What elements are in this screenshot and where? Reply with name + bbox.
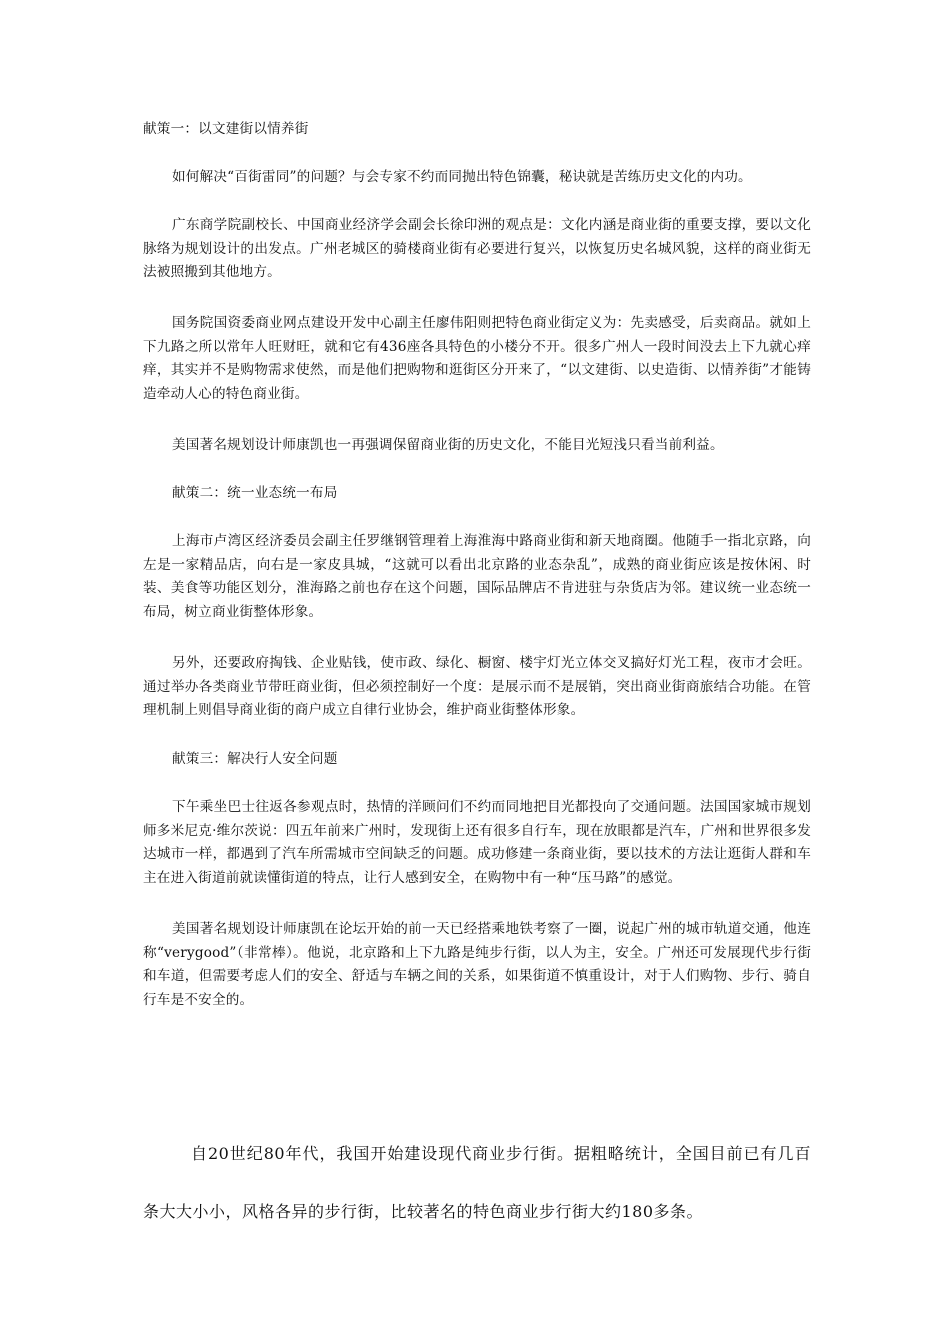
section-3-paragraph-2: 美国著名规划设计师康凯在论坛开始的前一天已经搭乘地铁考察了一圈，说起广州的城市轨道交通，他连称“verygood”（非常棒）。他说，北京路和上下九路是纯步行街，以人为主，安全。广州还可发展现代步行街和车道，但需要考虑人们的安全、舒适与车辆之间的关系，如果街道不慎重设计，对于人们购物、步行、骑自行车是不安全的。 — [143, 921, 811, 1008]
section-3-paragraph-1: 下午乘坐巴士往返各参观点时，热情的洋顾问们不约而同地把目光都投向了交通问题。法国国家城市规划师多米尼克·维尔茨说：四五年前来广州时，发现街上还有很多自行车，现在放眼都是汽车，广州和世界很多发达城市一样，都遇到了汽车所需城市空间缺乏的问题。成功修建一条商业街，要以技术的方法让逛街人群和车主在进入街道前就读懂街道的特点，让行人感到安全，在购物中有一种“压马路”的感觉。 — [143, 799, 811, 886]
section-1-paragraph-2: 广东商学院副校长、中国商业经济学会副会长徐印洲的观点是：文化内涵是商业街的重要支撑，要以文化脉络为规划设计的出发点。广州老城区的骑楼商业街有必要进行复兴，以恢复历史名城风貌，这样的商业街无法被照搬到其他地方。 — [143, 217, 811, 280]
section-1-paragraph-1: 如何解决“百街雷同”的问题？与会专家不约而同抛出特色锦囊，秘诀就是苦练历史文化的内功。 — [172, 169, 752, 185]
section-2-paragraph-1: 上海市卢湾区经济委员会副主任罗继钢管理着上海淮海中路商业街和新天地商圈。他随手一指北京路，向左是一家精品店，向右是一家皮具城，“这就可以看出北京路的业态杂乱”，成熟的商业街应该是按休闲、时装、美食等功能区划分，淮海路之前也存在这个问题，国际品牌店不肯进驻与杂货店为邻。建议统一业态统一布局，树立商业街整体形象。 — [143, 533, 811, 620]
closing-paragraph: 自20世纪80年代，我国开始建设现代商业步行街。据粗略统计，全国目前已有几百条大大小小，风格各异的步行街，比较著名的特色商业步行街大约180多条。 — [143, 1144, 811, 1221]
section-3-heading: 献策三：解决行人安全问题 — [172, 751, 338, 767]
section-2-heading: 献策二：统一业态统一布局 — [172, 485, 338, 501]
section-1-paragraph-3: 国务院国资委商业网点建设开发中心副主任廖伟阳则把特色商业街定义为：先卖感受，后卖商品。就如上下九路之所以常年人旺财旺，就和它有436座各具特色的小楼分不开。很多广州人一段时间没去上下九就心痒痒，其实并不是购物需求使然，而是他们把购物和逛街区分开来了，“以文建街、以史造街、以情养街”才能铸造牵动人心的特色商业街。 — [143, 315, 811, 402]
section-1-heading: 献策一：以文建街以情养街 — [143, 121, 309, 137]
section-2-paragraph-2: 另外，还要政府掏钱、企业贴钱，使市政、绿化、橱窗、楼宇灯光立体交叉搞好灯光工程，夜市才会旺。通过举办各类商业节带旺商业街，但必须控制好一个度：是展示而不是展销，突出商业街商旅结合功能。在管理机制上则倡导商业街的商户成立自律行业协会，维护商业街整体形象。 — [143, 655, 811, 718]
section-1-paragraph-4: 美国著名规划设计师康凯也一再强调保留商业街的历史文化，不能目光短浅只看当前利益。 — [172, 437, 724, 453]
